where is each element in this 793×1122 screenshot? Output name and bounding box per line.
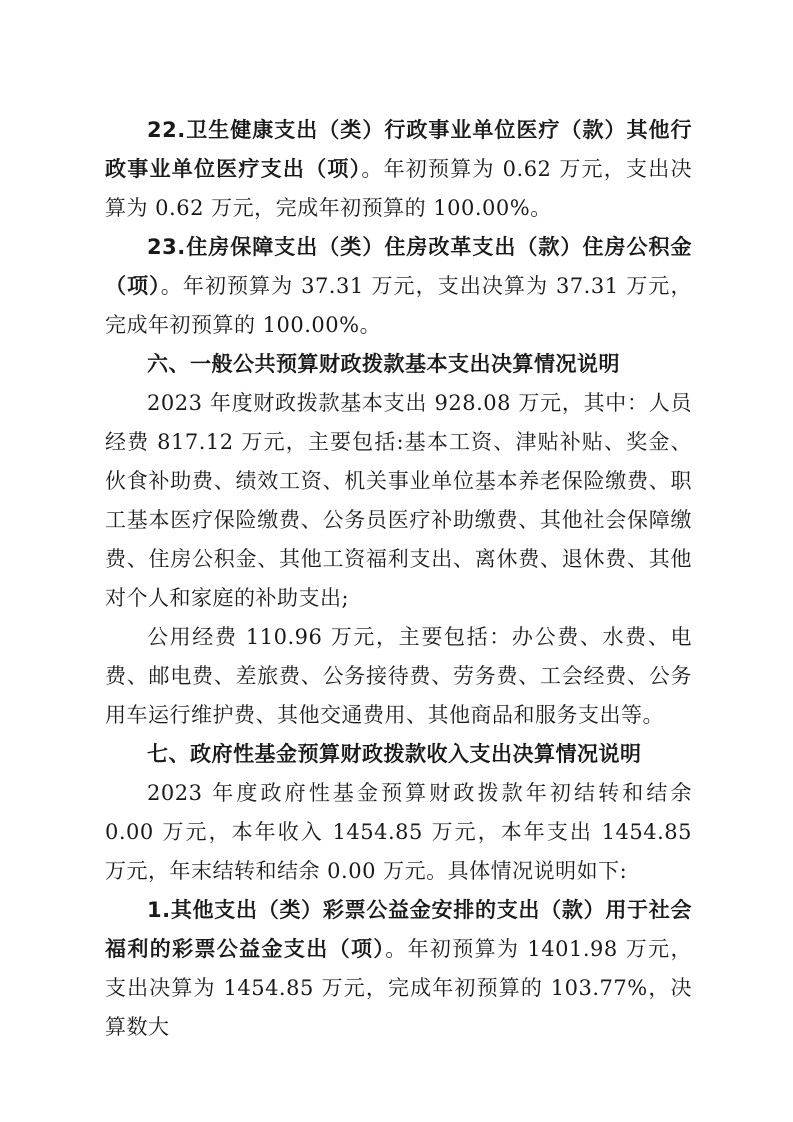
section-7-item-1-paragraph: [105, 891, 692, 1047]
section-7-heading: 七、政府性基金预算财政拨款收入支出决算情况说明: [147, 742, 642, 766]
section-7-item-1-text: 。年初预算为 1401.98 万元，支出决算为 1454.85 万元，完成年初预算的 103.77%，决算数大: [105, 937, 693, 1039]
item-22-title: 22.卫生健康支出（类）行政事业单位医疗（款）其他行政事业单位医疗支出（项）: [105, 118, 692, 181]
item-23-paragraph: [105, 228, 692, 345]
section-7-item-1-title: 1.其他支出（类）彩票公益金安排的支出（款）用于社会福利的彩票公益金支出（项）: [105, 898, 692, 961]
item-23-title: 23.住房保障支出（类）住房改革支出（款）住房公积金（项）: [105, 235, 692, 298]
section-6-personnel-paragraph: 2023 年度财政拨款基本支出 928.08 万元，其中：人员经费 817.12 万元，主要包括:基本工资、津贴补贴、奖金、伙食补助费、绩效工资、机关事业单位基本养老保险缴费、职工基本医疗保险缴费、公务员医疗补助缴费、其他社会保障缴费、住房公积金、其他工资福利支出、离休费、退休费、其他对个人和家庭的补助支出;: [105, 391, 692, 610]
item-22-paragraph: [105, 111, 692, 228]
document-body: [105, 111, 692, 1047]
section-6-heading: 六、一般公共预算财政拨款基本支出决算情况说明: [147, 352, 620, 376]
item-22-text: 。年初预算为 0.62 万元，支出决算为 0.62 万元，完成年初预算的 100.00%。: [105, 157, 692, 220]
section-7-summary-paragraph: 2023 年度政府性基金预算财政拨款年初结转和结余 0.00 万元，本年收入 1454.85 万元，本年支出 1454.85 万元，年末结转和结余 0.00 万元。具体情况说明如下:: [105, 781, 692, 883]
item-23-text: 。年初预算为 37.31 万元，支出决算为 37.31 万元，完成年初预算的 100.00%。: [105, 274, 693, 337]
section-6-public-paragraph: 公用经费 110.96 万元，主要包括：办公费、水费、电费、邮电费、差旅费、公务接待费、劳务费、工会经费、公务用车运行维护费、其他交通费用、其他商品和服务支出等。: [105, 625, 692, 727]
